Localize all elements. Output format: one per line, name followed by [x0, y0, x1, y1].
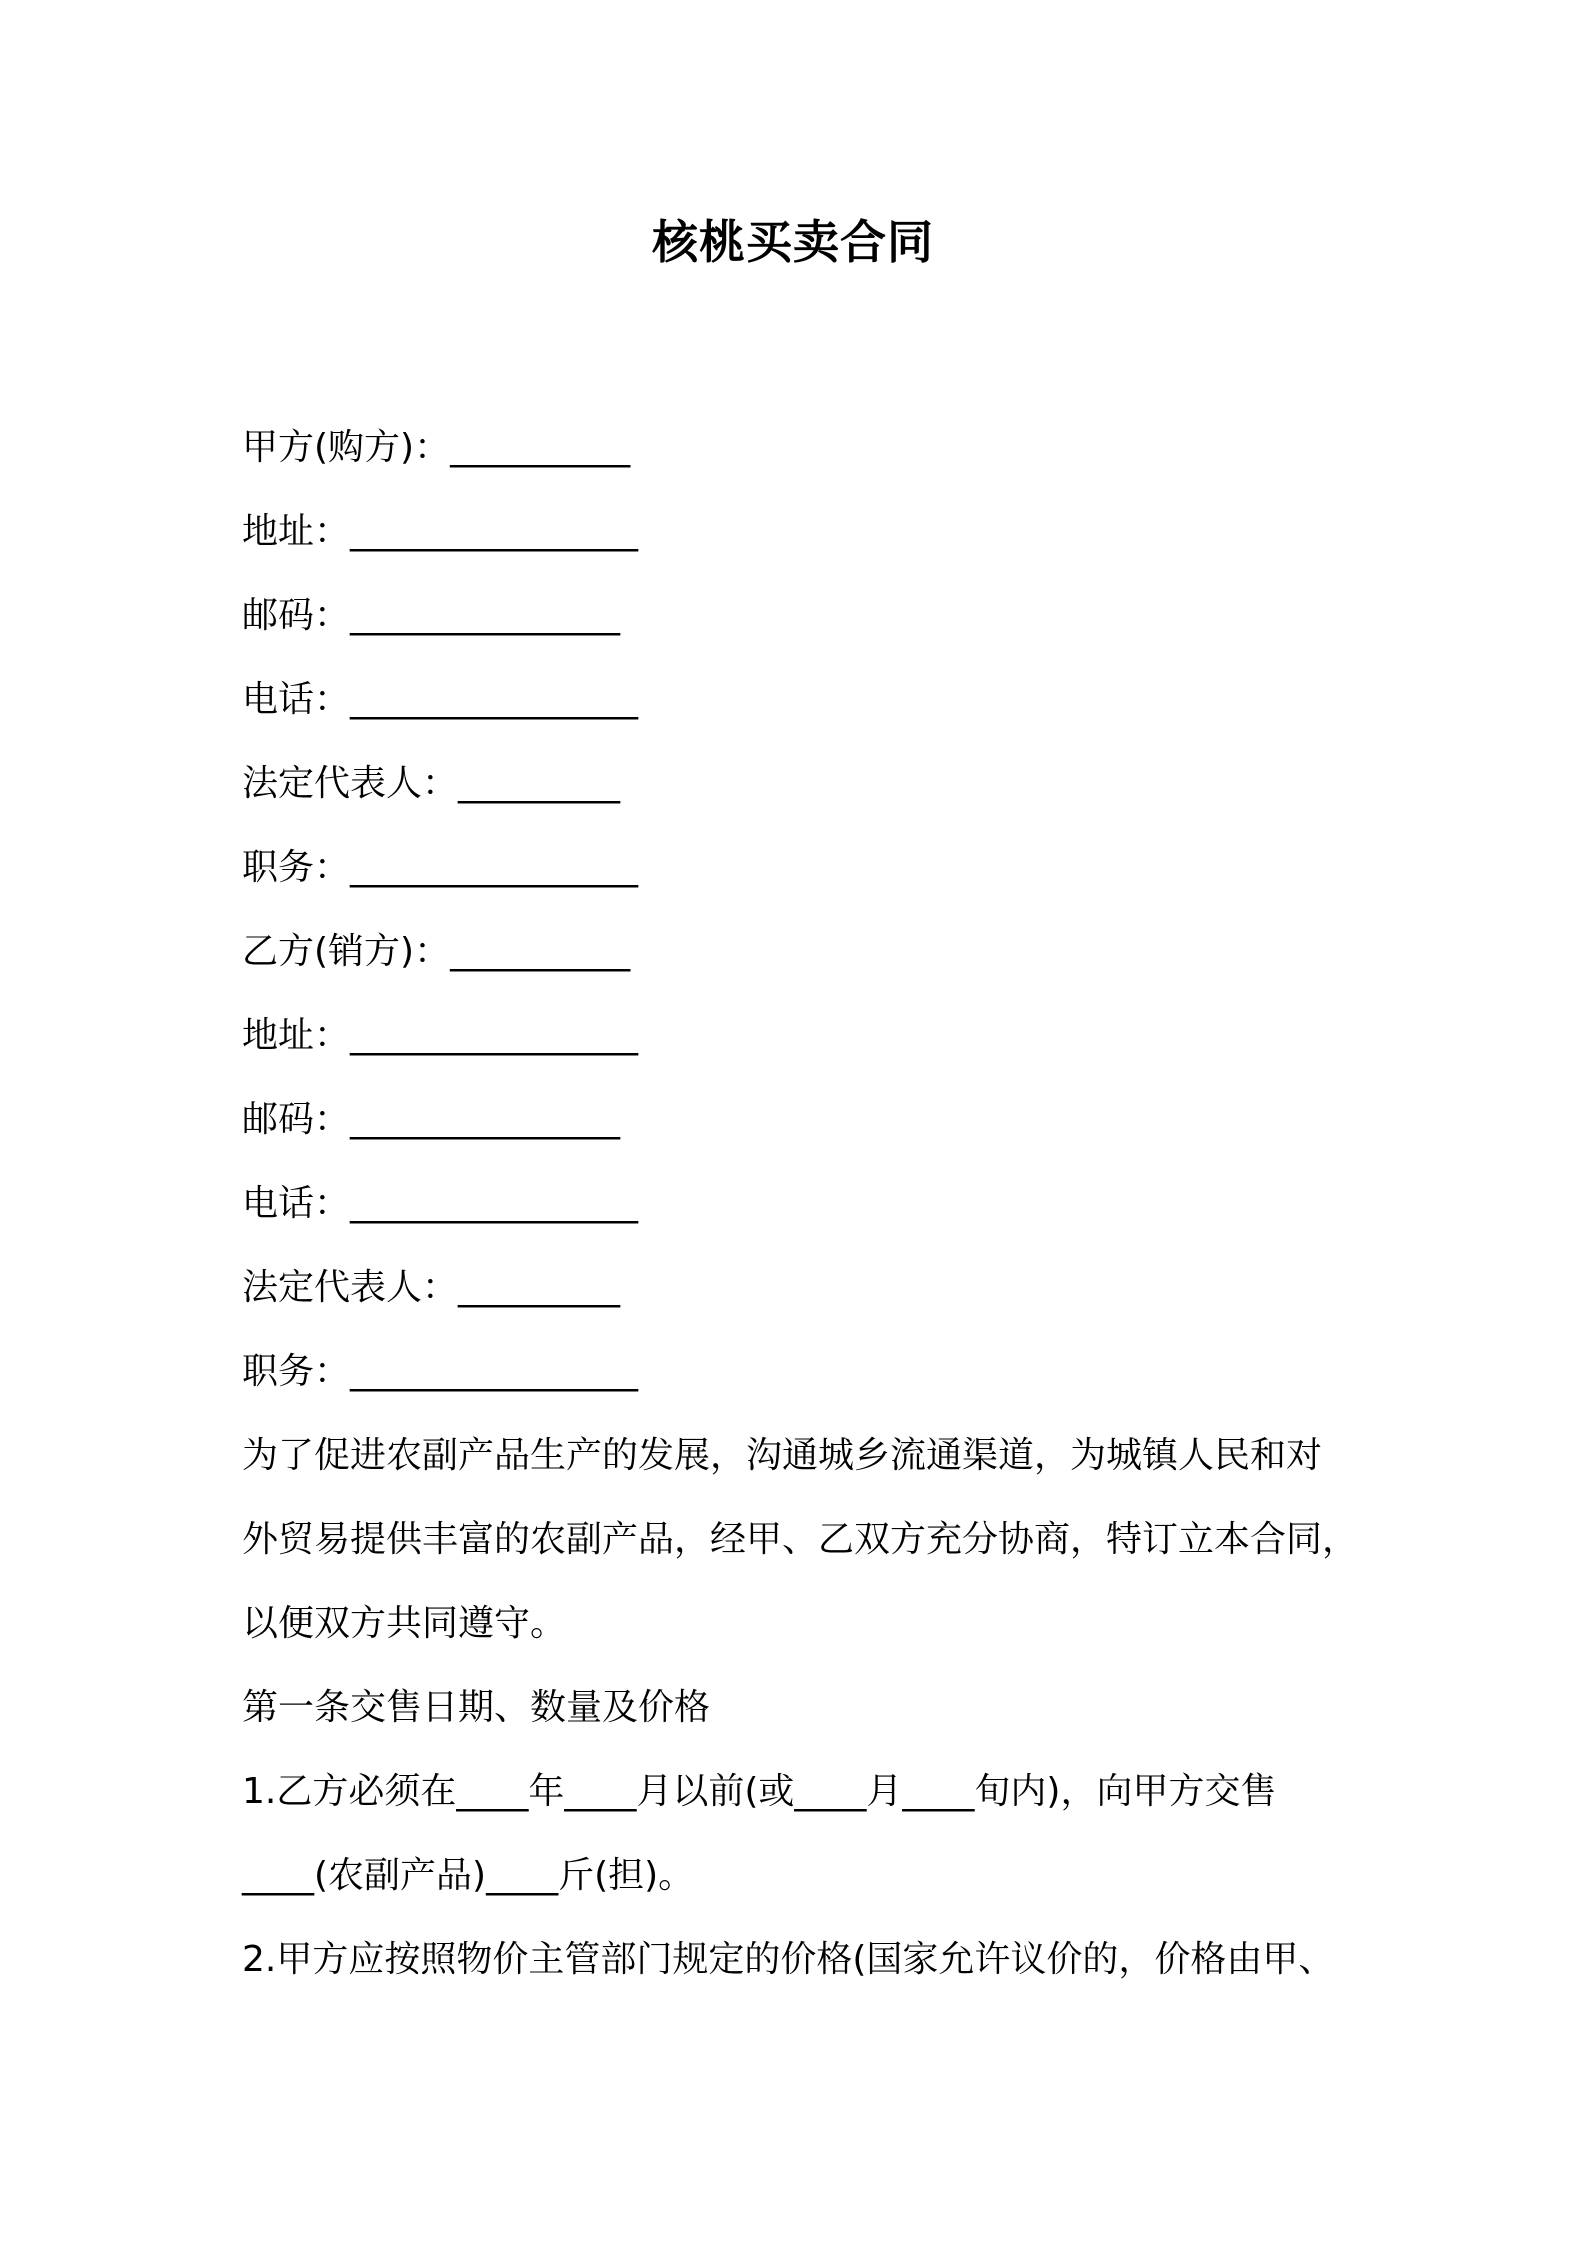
document-body — [242, 406, 1362, 2002]
party-b-position-line: 职务：________________ — [242, 1351, 639, 1392]
party-b-postcode-line: 邮码：_______________ — [242, 1099, 621, 1140]
preamble-line-3: 以便双方共同遵守。 — [242, 1603, 567, 1644]
document-title: 核桃买卖合同 — [652, 215, 934, 269]
party-b-legal-rep-line: 法定代表人：_________ — [242, 1267, 621, 1308]
party-a-phone-line: 电话：________________ — [242, 679, 639, 720]
party-b-name-line: 乙方(销方)：__________ — [242, 931, 631, 972]
clause-2-line-1: 2.甲方应按照物价主管部门规定的价格(国家允许议价的，价格由甲、 — [242, 1939, 1335, 1980]
preamble-line-1: 为了促进农副产品生产的发展，沟通城乡流通渠道，为城镇人民和对 — [242, 1435, 1323, 1476]
party-a-postcode-line: 邮码：_______________ — [242, 595, 621, 636]
party-a-name-line: 甲方(购方)：__________ — [242, 427, 631, 468]
preamble-line-2: 外贸易提供丰富的农副产品，经甲、乙双方充分协商，特订立本合同， — [242, 1519, 1359, 1560]
party-a-position-line: 职务：________________ — [242, 847, 639, 888]
clause-1-line-1: 1.乙方必须在____年____月以前(或____月____旬内)，向甲方交售 — [242, 1771, 1277, 1812]
party-a-legal-rep-line: 法定代表人：_________ — [242, 763, 621, 804]
clause-1-line-2: ____(农副产品)____斤(担)。 — [242, 1855, 695, 1896]
party-b-phone-line: 电话：________________ — [242, 1183, 639, 1224]
party-b-address-line: 地址：________________ — [242, 1015, 639, 1056]
party-a-address-line: 地址：________________ — [242, 511, 639, 552]
article-1-heading: 第一条交售日期、数量及价格 — [242, 1687, 711, 1728]
